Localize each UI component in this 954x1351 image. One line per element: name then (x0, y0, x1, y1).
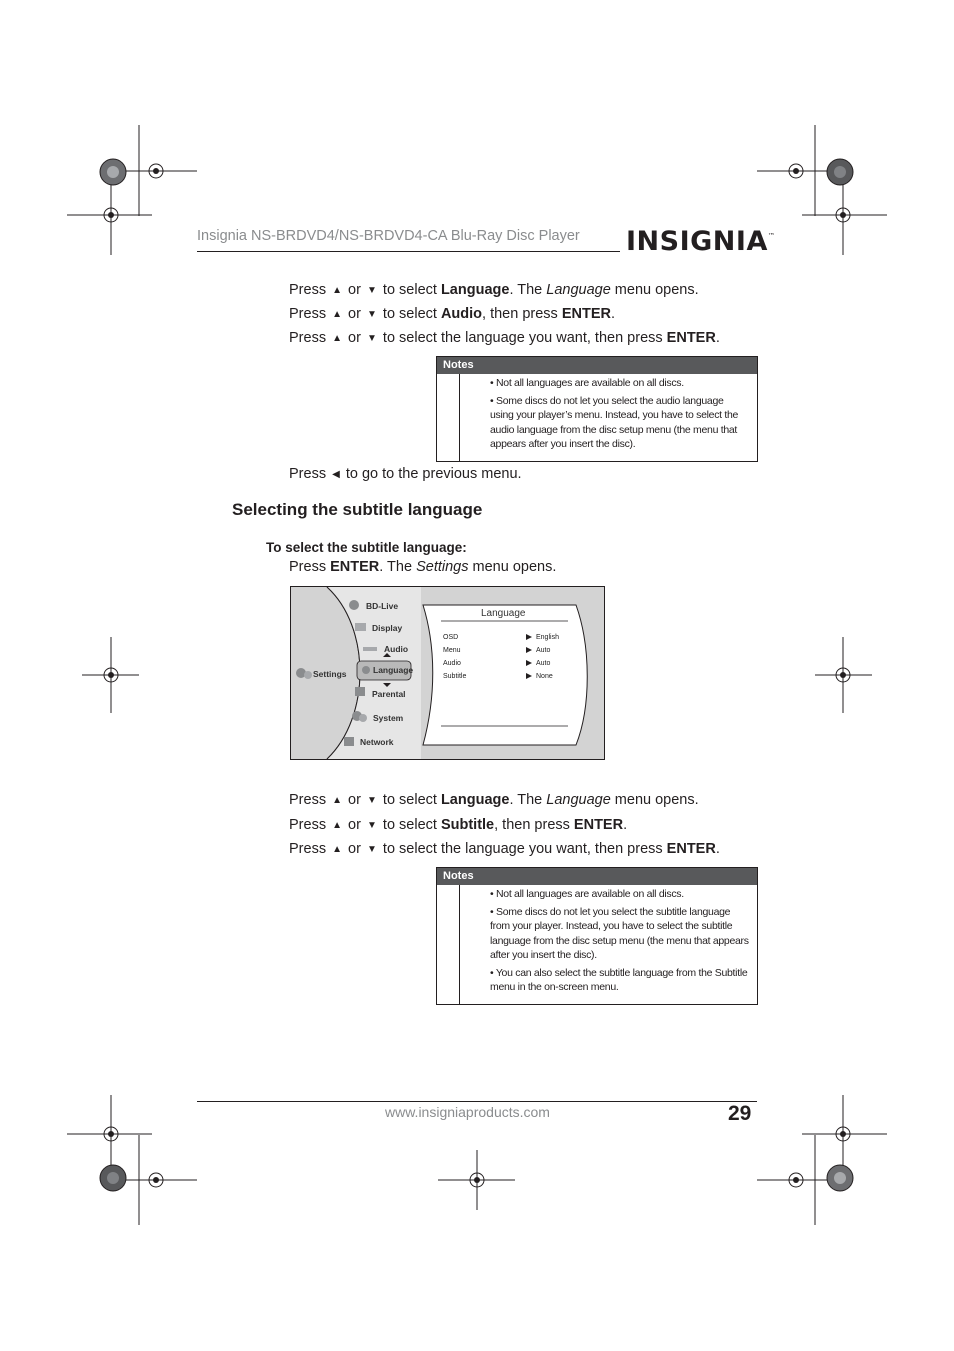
panel-row-value: Auto (536, 647, 551, 654)
notes-box-subtitle (436, 867, 758, 1005)
step-select-language: Press ▲ or ▼ to select Language. The Language menu opens. (289, 792, 699, 808)
panel-row-label: Audio (443, 660, 461, 667)
insignia-logo: INSIGNIA™ (626, 226, 776, 257)
step-press-enter: Press ENTER. The Settings menu opens. (289, 559, 557, 575)
panel-row-label: Menu (443, 647, 461, 654)
up-arrow-icon: ▲ (332, 795, 343, 806)
panel-row-label: Subtitle (443, 673, 467, 680)
page-number: 29 (728, 1102, 752, 1125)
notes-box-audio (436, 356, 758, 462)
note-item: • You can also select the subtitle language from the Subtitle menu in the on-screen menu. (490, 966, 748, 993)
menu-item-audio: Audio (384, 644, 409, 654)
menu-item-system: System (373, 713, 404, 723)
up-arrow-icon: ▲ (332, 309, 343, 320)
down-arrow-icon: ▼ (366, 333, 377, 344)
note-item: • Not all languages are available on all discs. (490, 377, 684, 389)
left-arrow-icon: ◀ (332, 469, 340, 480)
up-arrow-icon: ▲ (332, 844, 343, 855)
down-arrow-icon: ▼ (366, 309, 377, 320)
notes-heading: Notes (437, 357, 757, 374)
step-select-audio-language: Press ▲ or ▼ to select the language you want, then press ENTER. (289, 330, 720, 346)
note-item: • Some discs do not let you select the subtitle language from your player. Instead, you have to select the subtitle language from the disc setup menu (the menu that appears after you insert the disc). (490, 905, 749, 961)
menu-item-language: Language (373, 665, 414, 675)
up-arrow-icon: ▲ (332, 333, 343, 344)
footer-rule (197, 1101, 757, 1102)
procedure-heading: To select the subtitle language: (266, 540, 467, 555)
menu-item-bd-live: BD-Live (366, 601, 399, 611)
menu-item-parental: Parental (372, 689, 406, 699)
note-item: • Some discs do not let you select the audio language using your player’s menu. Instead, you have to select the audio language from the disc setup menu (the menu that appears after you insert the disc). (490, 394, 739, 450)
step-select-subtitle-language: Press ▲ or ▼ to select the language you want, then press ENTER. (289, 841, 720, 857)
header-rule (197, 251, 620, 252)
document-title: Insignia NS-BRDVD4/NS-BRDVD4-CA Blu-Ray Disc Player (197, 228, 580, 244)
step-previous-menu: Press ◀ to go to the previous menu. (289, 466, 522, 482)
settings-menu-screenshot (290, 586, 605, 760)
panel-row-value: English (536, 634, 559, 641)
panel-row-value: None (536, 673, 553, 680)
note-item: • Not all languages are available on all discs. (490, 888, 684, 900)
up-arrow-icon: ▲ (332, 285, 343, 296)
step-select-audio: Press ▲ or ▼ to select Audio, then press ENTER. (289, 306, 616, 322)
menu-item-display: Display (372, 623, 403, 633)
down-arrow-icon: ▼ (366, 285, 377, 296)
menu-item-network: Network (360, 737, 394, 747)
down-arrow-icon: ▼ (366, 844, 377, 855)
notes-heading: Notes (437, 868, 757, 885)
panel-row-value: Auto (536, 660, 551, 667)
step-select-subtitle: Press ▲ or ▼ to select Subtitle, then press ENTER. (289, 817, 628, 833)
panel-row-label: OSD (443, 634, 459, 641)
step-select-language: Press ▲ or ▼ to select Language. The Language menu opens. (289, 282, 699, 298)
footer-url: www.insigniaproducts.com (385, 1104, 550, 1120)
panel-title: Language (481, 608, 526, 619)
settings-label: Settings (313, 669, 347, 679)
section-heading: Selecting the subtitle language (232, 500, 483, 519)
down-arrow-icon: ▼ (366, 795, 377, 806)
up-arrow-icon: ▲ (332, 820, 343, 831)
down-arrow-icon: ▼ (366, 820, 377, 831)
